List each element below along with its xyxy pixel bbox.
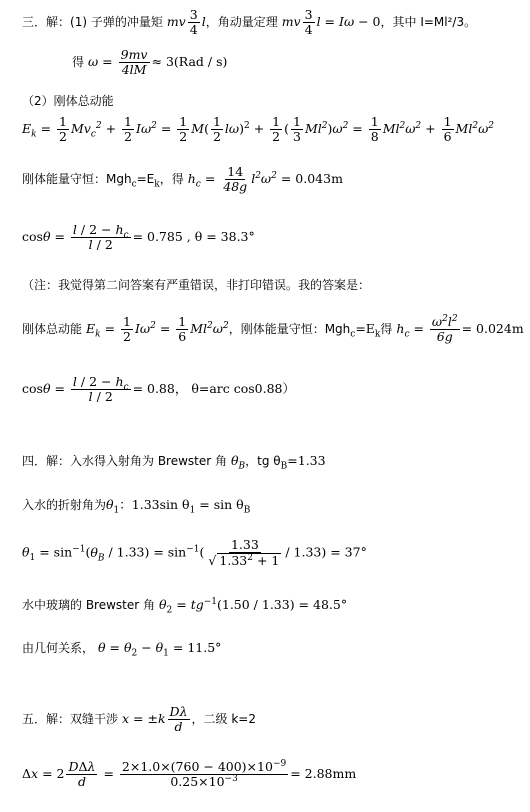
p3-part1-suffix: ，其中 I=Ml²/3。	[380, 15, 477, 29]
fraction-3-4: $\frac{3}{4}$	[189, 7, 198, 37]
p4-tan-result: =1.33	[287, 453, 326, 468]
p5-numerator: 2×1.0×(760 − 400)×10	[121, 759, 273, 774]
p4-glass-result: (1.50 / 1.33) = 48.5°	[217, 597, 348, 612]
p3-ek-equation: $E_k$ = $\frac{1}{2}$ $Mv_c^2$ + $\frac{1}{2}$ $I\omega^2$ = $\frac{1}{2}$ M( $\frac{1}{2}$ lω)$^2$ + $\frac{1}{2}$ ( $\frac{1}{3}$ $Ml^2)\omega^2$ = $\frac{1}{8}$ $Ml^2\omega^2$ + $\frac{1}{6}$ $Ml^2\omega^2$	[22, 114, 494, 144]
p4-heading-line: 四．解：入水得入射角为 Brewster 角 $\theta_B$，tg $\theta_B=1.33$	[22, 453, 326, 472]
p3-part2-title: （2）刚体总动能	[22, 94, 114, 108]
p4-refraction-rhs: = sin θ	[199, 497, 244, 512]
p3-line1: 三．解：(1) 子弹的冲量矩 mv $\frac{3}{4}$ l，角动量定理 mv $\frac{3}{4}$ l = Iω − 0，其中 I=Ml²/3。	[22, 7, 477, 37]
p3-energy-get: ，得	[159, 172, 184, 186]
p3-rigid-label: 刚体总动能	[22, 322, 83, 336]
p4-theta1-line: $\theta_1 = \sin^{-1}(\theta_B / 1.33) = \sin^{-1}$( $\frac{1.33}{√ 1.33^2 + 1}$ / 1.33) = 37°	[22, 537, 367, 568]
p5-result: = 2.88mm	[290, 766, 357, 781]
p3-hc-mine: = 0.024m	[461, 321, 524, 336]
p5-result-line: Δx = 2 $\frac{\text{DΔλ}}{d}$ = $\frac{2\times 1.0\times(760 - 400)\times 10^{-9}}{0.25\times 10^{-3}}$ = 2.88mm	[22, 758, 357, 789]
p3-hc-value: = 0.043m	[280, 171, 343, 186]
p3-rigid-conservation: ，刚体能量守恒：Mgh	[228, 322, 351, 336]
p3-energy-mid: =E	[136, 172, 155, 186]
p4-refraction-line: 入水的折射角为$\theta_1$：1.33sin $\theta_1 = \sin \theta_B$	[22, 497, 251, 516]
p3-note: （注：我觉得第二问答案有严重错误，非打印错误。我的答案是：	[22, 278, 371, 292]
fraction-9mv-4lM: $\frac{9mv}{4lM}$	[120, 47, 148, 77]
p3-part1-middle: ，角动量定理	[205, 15, 278, 29]
p4-glass-prefix: 水中玻璃的 Brewster 角	[22, 598, 156, 612]
p3-energy-label: 刚体能量守恒：Mgh	[22, 172, 132, 186]
p3-cos-value: = 0.785 , θ = 38.3°	[132, 229, 255, 244]
p5-numerator-exp: −9	[272, 758, 287, 769]
p3-omega-line: 得 ω = $\frac{9mv}{4lM}$ ≈ 3(Rad / s)	[72, 47, 228, 77]
p3-rigid-get: 得	[380, 322, 393, 336]
p5-denominator-exp: −3	[224, 773, 238, 784]
p4-geometry-line: 由几何关系， $\theta = \theta_2 - \theta_1 = 11.5^\circ$	[22, 640, 222, 659]
p4-geometry-prefix: 由几何关系，	[22, 641, 95, 655]
p4-refraction-prefix: 入水的折射角为	[22, 498, 107, 512]
p4-theta1-result: / 1.33) = 37°	[285, 544, 367, 560]
p4-tan: ，tg θ	[245, 454, 281, 468]
p3-omega-result: ≈ 3(Rad / s)	[151, 54, 228, 69]
p3-cos-mine: = 0.88， θ=arc cos0.88）	[132, 381, 295, 396]
p3-omega-prefix: 得	[72, 55, 85, 69]
p3-part1-prefix: (1) 子弹的冲量矩	[70, 15, 163, 29]
p3-my-answer-line: 刚体总动能 $E_k$ = $\frac{1}{2}$ $I\omega^2$ = $\frac{1}{6}$ $Ml^2\omega^2$，刚体能量守恒：$Mgh_c=E_k$得 $h_c$ = $\frac{\omega^2l^2}{6g}$ = 0.024m	[22, 313, 524, 344]
p4-refraction-eq: ：1.33sin θ	[119, 497, 190, 512]
p3-heading: 三．解：	[22, 15, 71, 29]
p5-denominator: 0.25×10	[170, 774, 225, 789]
p3-cos-line: cosθ = $\frac{l / 2 - h_c}{l / 2}$ = 0.785 , θ = 38.3°	[22, 222, 255, 252]
p5-heading: 五．解：双缝干涉	[22, 712, 119, 726]
p4-geometry-result: = 11.5°	[172, 640, 222, 655]
p4-heading: 四．解：入水得入射角为 Brewster 角	[22, 454, 228, 468]
p4-glass-line: 水中玻璃的 Brewster 角 $\theta_2 = tg^{-1}(1.50 / 1.33) = 48.5^\circ$	[22, 596, 348, 616]
p3-energy-line: 刚体能量守恒：$Mgh_c=E_k$，得 $h_c$ = $\frac{14}{48g}$ $l^2\omega^2 = 0.043m$	[22, 164, 343, 194]
p5-order-note: ，二级 k=2	[191, 712, 256, 726]
fraction-3-4b: $\frac{3}{4}$	[304, 7, 313, 37]
p3-cos-mine-line: cosθ = $\frac{l / 2 - h_c}{l / 2}$ = 0.88， θ=arc cos0.88）	[22, 374, 295, 404]
p5-heading-line: 五．解：双缝干涉 x = ±k $\frac{D\lambda}{d}$ ，二级 k=2	[22, 704, 256, 734]
